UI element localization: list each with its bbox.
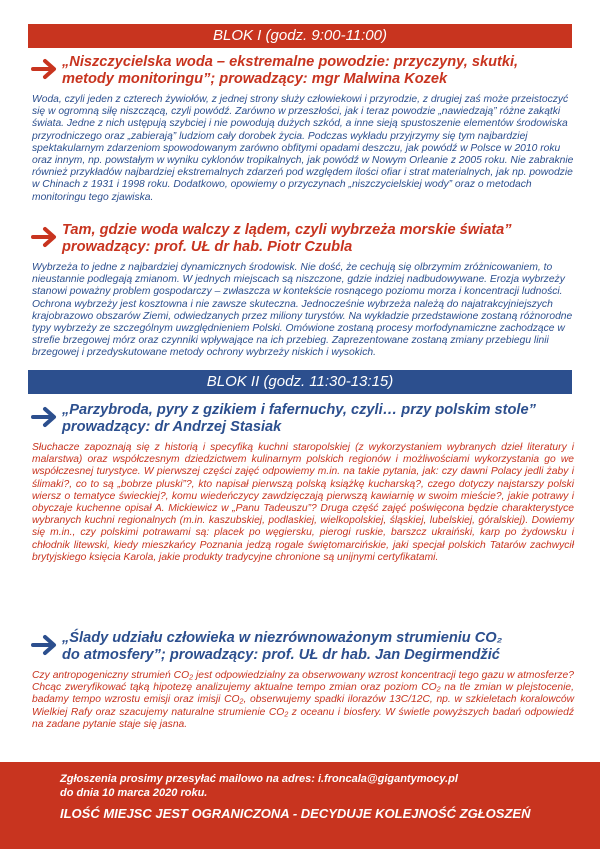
- lecture-1: [28, 54, 574, 204]
- arrow-right-icon: [28, 406, 62, 428]
- registration-deadline: do dnia 10 marca 2020 roku.: [60, 787, 208, 799]
- lecture-description: Woda, czyli jeden z czterech żywiołów, z jednej strony służy człowiekowi i przyrodzie, z drugiej zaś może przeistoczyć się w ogromną siłę niszczącą, czyli powódź. Zarówno w przeszłości, jak i teraz powodzie „nawiedzają” różne zakątki świata. Jedne z nich ustępują szybciej i nie powodują dużych szkód, a inne sieją spustoszenie elementów środowiska przyrodniczego oraz „zabierają” ludziom cały dorobek życia. Podczas wykładu przyjrzymy się tym najbardziej spektakularnym zdarzeniom spowodowanym zarówno obfitymi opadami deszczu, jak powódź w Polsce w 2010 roku oraz innym, np. powstałym w wyniku cyklonów tropikalnych, jak powódź w Nowym Orleanie z 2005 roku. Nie zabraknie również przykładów najbardziej ekstremalnych zdarzeń pod względem ilości ofiar i strat materialnych, jak np. powodzie w Chinach z 1931 i 1998 roku. Dodatkowo, opowiemy o przyczynach „niszczycielskiej wody” oraz o metodach monitoringu tego zjawiska.: [32, 94, 574, 203]
- lecture-title-line: Tam, gdzie woda walczy z lądem, czyli wybrzeża morskie świata”: [62, 222, 512, 238]
- lecture-description: Czy antropogeniczny strumień CO₂ jest odpowiedzialny za obserwowany wzrost koncentracji tego gazu w atmosferze? Chcąc zweryfikować tąką hipotezę analizujemy aktualne tempo zmian oraz poziom CO₂ na tle zmian w plejstocenie, badamy tempo wzrostu emisji oraz imisji CO₂, obserwujemy spadki ilorazów 13C/12C, np. w szkieletach koralowców Wielkiej Rafy oraz szacujemy naturalne strumienie CO₂ z oceanu i biosfery. W świetle powyższych badań odpowiedź na zadane pytanie staje się jasna.: [32, 670, 574, 730]
- arrow-right-icon: [28, 226, 62, 248]
- lecture-title-line: prowadzący: dr Andrzej Stasiak: [62, 419, 282, 435]
- lecture-description: Słuchacze zapoznają się z historią i specyfiką kuchni staropolskiej (z wykorzystaniem wybranych dzieł literatury i malarstwa) oraz współczesnym dziedzictwem kulinarnym polskich regionów i możliwościami wykorzystania go we współczesnej turystyce. W pierwszej części zajęć odpowiemy m.in. na takie pytania, jak: czy dawni Polacy jedli żaby i ślimaki?, co to są „bobrze pluski”?, kto napisał pierwszą polską książkę kucharską?, czego dotyczy najstarszy polski wiersz o tematyce świeckiej?, komu wiedeńczycy zawdzięczają pierwszą kawiarnię w swoim mieście?, jakie potrawy i obyczaje kuchenne opisał A. Mickiewicz w „Panu Tadeuszu”? Druga część zajęć poświęcona będzie charakterystyce wybranych kuchni regionalnych (m.in. kaszubskiej, podlaskiej, wielkopolskiej, śląskiej, lubelskiej, góralskiej). Dowiemy się m.in., czy polskimi potrawami są: placek po węgiersku, pierogi ruskie, barszcz ukraiński, karp po żydowsku i chłodnik litewski, kiedy mieszkańcy Poznania jedzą rogale świętomarcińskie, jaki specjał polskich Tatarów zachwycił brytyjskiego księcia Karola, jakie produkty tradycyjne chronione są unijnymi certyfikatami.: [32, 442, 574, 563]
- lecture-title-line: prowadzący: prof. UŁ dr hab. Piotr Czubla: [62, 239, 353, 255]
- registration-email-line: Zgłoszenia prosimy przesyłać mailowo na adres: i.froncala@gigantymocy.pl: [60, 773, 458, 785]
- block-1-header: BLOK I (godz. 9:00-11:00): [28, 24, 572, 48]
- lecture-title-line: „Parzybroda, pyry z gzikiem i fafernuchy, czyli… przy polskim stole”: [62, 402, 536, 418]
- registration-footer: [0, 762, 600, 849]
- lecture-3: [28, 402, 574, 564]
- lecture-title-line: metody monitoringu”; prowadzący: mgr Malwina Kozek: [62, 71, 448, 87]
- arrow-right-icon: [28, 634, 62, 656]
- lecture-title-line: do atmosfery”; prowadzący: prof. UŁ dr hab. Jan Degirmendžić: [62, 647, 500, 663]
- block-2-header: BLOK II (godz. 11:30-13:15): [28, 370, 572, 394]
- lecture-4: [28, 630, 574, 731]
- lecture-description: Wybrzeża to jedne z najbardziej dynamicznych środowisk. Nie dość, że cechują się olbrzymim zróżnicowaniem, to nieustannie podlegają zmianom. W jednych miejscach są niszczone, gdzie indziej nadbudowywane. Erozja wybrzeży stanowi poważny problem gospodarczy – zwłaszcza w kontekście rosnącego poziomu morza i koncentracji ludności. Ochrona wybrzeży jest kosztowna i nie zawsze skuteczna. Jednocześnie wybrzeża należą do najatrakcyjniejszych krajobrazowo obszarów Ziemi, odwiedzanych przez miliony turystów. Na wykładzie przedstawione zostaną różnorodne typy wybrzeży ze szczególnym uwzględnieniem Polski. Omówione zostaną procesy morfodynamiczne zachodzące w strefie brzegowej mórz oraz czynniki wpływające na ich przebieg. Zaprezentowane zostaną zmiany przebiegu linii brzegowej i przedyskutowane metody ochrony wybrzeży niskich i wysokich.: [32, 262, 573, 359]
- lecture-2: [28, 222, 574, 360]
- limited-places-notice: ILOŚĆ MIEJSC JEST OGRANICZONA - DECYDUJE KOLEJNOŚĆ ZGŁOSZEŃ: [60, 806, 531, 821]
- arrow-right-icon: [28, 58, 62, 80]
- lecture-title-line: „Niszczycielska woda – ekstremalne powodzie: przyczyny, skutki,: [62, 54, 519, 70]
- lecture-title-line: „Ślady udziału człowieka w niezrównoważonym strumieniu CO₂: [62, 630, 503, 646]
